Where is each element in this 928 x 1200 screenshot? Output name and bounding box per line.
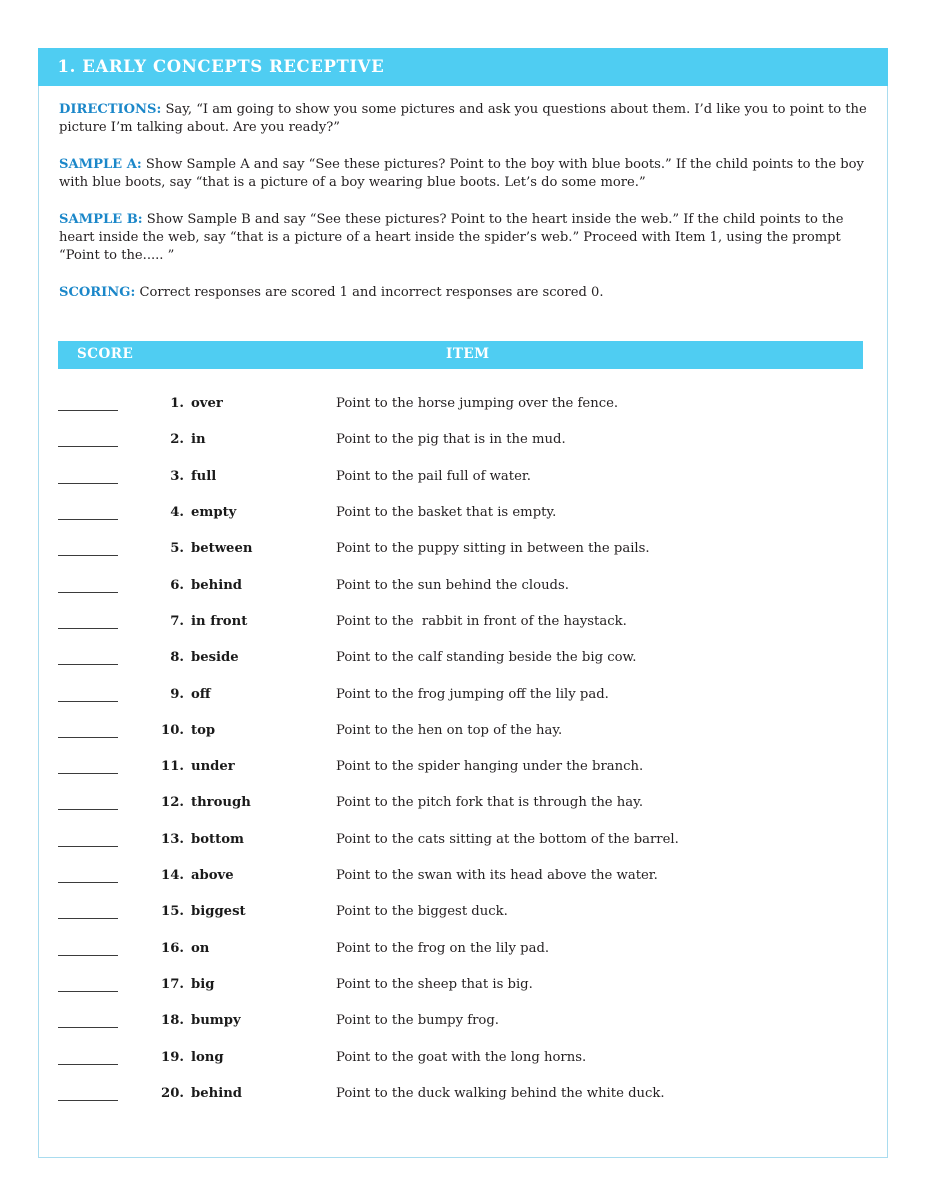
table-row — [39, 865, 889, 901]
table-row — [39, 1010, 889, 1046]
sample-b-label: SAMPLE B: — [59, 211, 143, 227]
sample-b-paragraph — [59, 211, 871, 266]
item-concept-word: above — [191, 868, 234, 884]
item-prompt-text: Point to the duck walking behind the white duck. — [336, 1085, 665, 1101]
item-prompt-text: Point to the sun behind the clouds. — [336, 577, 569, 593]
scoring-paragraph — [59, 284, 871, 302]
score-blank-input[interactable] — [58, 1064, 118, 1065]
worksheet-page — [38, 48, 888, 1158]
table-row — [39, 720, 889, 756]
score-blank-input[interactable] — [58, 446, 118, 447]
directions-label: DIRECTIONS: — [59, 102, 162, 117]
score-blank-input[interactable] — [58, 701, 118, 702]
item-number: 5. — [170, 541, 184, 557]
item-prompt-text: Point to the spider hanging under the branch. — [336, 759, 644, 775]
score-blank-input[interactable] — [58, 809, 118, 810]
table-row — [39, 974, 889, 1010]
table-row — [39, 901, 889, 937]
item-number: 18. — [161, 1013, 184, 1029]
item-number: 17. — [161, 977, 184, 992]
item-prompt-text: Point to the frog jumping off the lily pad. — [336, 686, 609, 702]
score-blank-input[interactable] — [58, 955, 118, 956]
item-prompt-text: Point to the pail full of water. — [336, 468, 531, 484]
item-concept-word: in front — [191, 613, 248, 629]
item-prompt-text: Point to the basket that is empty. — [336, 504, 557, 520]
table-row — [39, 792, 889, 828]
table-row — [39, 938, 889, 974]
item-number: 1. — [170, 396, 184, 411]
table-row — [39, 393, 889, 429]
scoring-text: Correct responses are scored 1 and incorrect responses are scored 0. — [135, 284, 604, 300]
item-concept-word: biggest — [191, 904, 246, 920]
score-blank-input[interactable] — [58, 846, 118, 847]
directions-text: Say, “I am going to show you some pictures and ask you questions about them. I’d like you to point to the picture I’m talking about. Are you ready?” — [59, 102, 867, 136]
table-row — [39, 502, 889, 538]
item-concept-word: in — [191, 432, 206, 448]
score-blank-input[interactable] — [58, 1100, 118, 1101]
item-concept-word: top — [191, 722, 216, 738]
score-blank-input[interactable] — [58, 882, 118, 883]
item-prompt-text: Point to the horse jumping over the fence. — [336, 396, 619, 411]
item-prompt-text: Point to the biggest duck. — [336, 904, 508, 920]
item-prompt-text: Point to the frog on the lily pad. — [336, 940, 550, 956]
item-prompt-text: Point to the pig that is in the mud. — [336, 432, 566, 448]
item-number: 19. — [161, 1049, 184, 1065]
sample-a-paragraph — [59, 156, 871, 193]
item-number: 4. — [170, 504, 184, 520]
item-number: 12. — [161, 795, 184, 811]
item-number: 2. — [170, 432, 184, 448]
sample-a-label: SAMPLE A: — [59, 156, 142, 172]
item-concept-word: between — [191, 541, 253, 557]
directions-paragraph — [59, 101, 871, 138]
score-blank-input[interactable] — [58, 592, 118, 593]
sample-a-text: Show Sample A and say “See these pictures? Point to the boy with blue boots.” If the child points to the boy with blue boots, say “that is a picture of a boy wearing blue boots. Let’s do some more.” — [59, 156, 864, 191]
table-row — [39, 829, 889, 865]
item-number: 20. — [161, 1085, 184, 1101]
score-blank-input[interactable] — [58, 737, 118, 738]
table-row — [39, 466, 889, 502]
item-number: 3. — [170, 468, 184, 484]
item-number: 9. — [170, 686, 184, 702]
table-row — [39, 1047, 889, 1083]
item-prompt-text: Point to the goat with the long horns. — [336, 1049, 587, 1065]
item-prompt-text: Point to the calf standing beside the big cow. — [336, 650, 637, 666]
score-blank-input[interactable] — [58, 1027, 118, 1028]
item-number: 14. — [161, 868, 184, 884]
table-row — [39, 684, 889, 720]
table-row — [39, 538, 889, 574]
item-concept-word: through — [191, 795, 251, 811]
score-blank-input[interactable] — [58, 555, 118, 556]
item-concept-word: bumpy — [191, 1013, 241, 1029]
item-number: 16. — [161, 940, 184, 956]
score-blank-input[interactable] — [58, 773, 118, 774]
item-concept-word: over — [191, 396, 223, 411]
item-number: 10. — [161, 722, 184, 738]
item-concept-word: bottom — [191, 831, 244, 847]
score-blank-input[interactable] — [58, 918, 118, 919]
item-number: 6. — [170, 577, 184, 593]
item-number: 7. — [170, 613, 184, 629]
table-row — [39, 647, 889, 683]
item-number: 15. — [161, 904, 184, 920]
score-blank-input[interactable] — [58, 628, 118, 629]
sample-b-text: Show Sample B and say “See these pictures? Point to the heart inside the web.” If the child points to the heart inside the web, say “that is a picture of a heart inside the spider’s web.” Proceed with Item 1, using the prompt “Point to the..... ” — [59, 211, 844, 264]
item-table-body — [39, 393, 889, 1119]
section-title-bar — [38, 48, 888, 86]
instructions-block — [59, 101, 871, 320]
item-concept-word: big — [191, 977, 215, 992]
table-row — [39, 611, 889, 647]
table-header-bar — [58, 341, 863, 369]
score-blank-input[interactable] — [58, 519, 118, 520]
item-concept-word: on — [191, 940, 210, 956]
item-prompt-text: Point to the bumpy frog. — [336, 1013, 499, 1029]
item-prompt-text: Point to the sheep that is big. — [336, 977, 533, 992]
scoring-label: SCORING: — [59, 284, 136, 300]
table-row — [39, 1083, 889, 1119]
item-concept-word: empty — [191, 504, 237, 520]
table-row — [39, 756, 889, 792]
item-concept-word: under — [191, 759, 235, 775]
score-blank-input[interactable] — [58, 664, 118, 665]
item-prompt-text: Point to the rabbit in front of the haystack. — [336, 613, 627, 629]
item-prompt-text: Point to the puppy sitting in between the pails. — [336, 541, 650, 557]
score-blank-input[interactable] — [58, 410, 118, 411]
item-concept-word: full — [191, 468, 217, 484]
score-blank-input[interactable] — [58, 483, 118, 484]
item-concept-word: behind — [191, 577, 243, 593]
item-prompt-text: Point to the pitch fork that is through the hay. — [336, 795, 644, 811]
item-concept-word: long — [191, 1049, 224, 1065]
column-header-score: SCORE — [77, 346, 134, 362]
item-concept-word: off — [191, 686, 211, 702]
item-number: 11. — [161, 759, 184, 775]
item-prompt-text: Point to the hen on top of the hay. — [336, 722, 563, 738]
score-blank-input[interactable] — [58, 991, 118, 992]
page-title: 1. EARLY CONCEPTS RECEPTIVE — [57, 56, 385, 76]
item-number: 13. — [161, 831, 184, 847]
item-concept-word: beside — [191, 650, 239, 666]
item-concept-word: behind — [191, 1085, 243, 1101]
item-prompt-text: Point to the cats sitting at the bottom of the barrel. — [336, 831, 679, 847]
column-header-item: ITEM — [446, 346, 490, 362]
item-prompt-text: Point to the swan with its head above the water. — [336, 868, 658, 884]
table-row — [39, 575, 889, 611]
item-number: 8. — [170, 650, 184, 666]
table-row — [39, 429, 889, 465]
